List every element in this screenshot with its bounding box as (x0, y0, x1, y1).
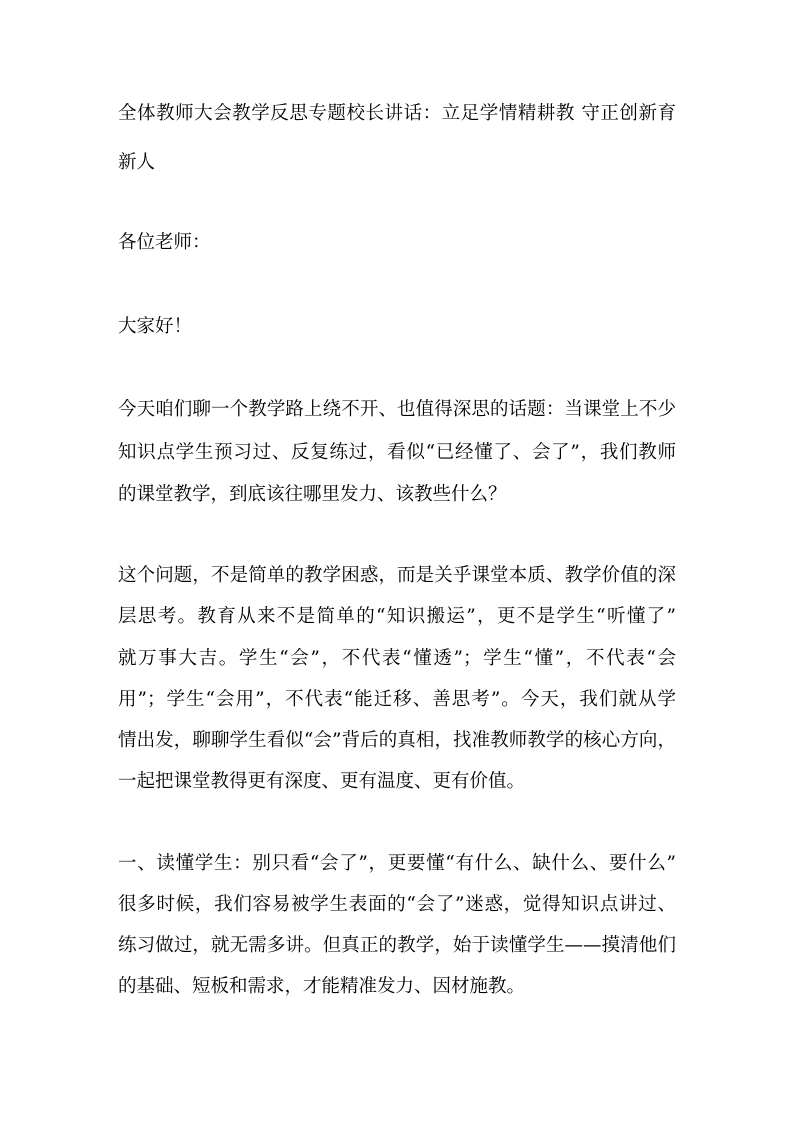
salutation: 各位老师： (118, 232, 211, 253)
section-1-heading: 一、读懂学生：别只看“会了”，更要懂“有什么、缺什么、要什么” (118, 853, 676, 874)
paragraph-3-line-1: 很多时候，我们容易被学生表面的“会了”迷惑，觉得知识点讲过、 (118, 894, 676, 915)
paragraph-1-line-1: 今天咱们聊一个教学路上绕不开、也值得深思的话题：当课堂上不少 (118, 399, 676, 420)
paragraph-2-line-1: 这个问题，不是简单的教学困惑，而是关乎课堂本质、教学价值的深 (118, 565, 676, 586)
document-title-line-1: 全体教师大会教学反思专题校长讲话：立足学情精耕教 守正创新育 (118, 103, 676, 124)
paragraph-2-line-2: 层思考。教育从来不是简单的“知识搬运”，更不是学生“听懂了” (118, 606, 676, 627)
paragraph-2-line-3: 就万事大吉。学生“会”，不代表“懂透”；学生“懂”，不代表“会 (118, 648, 676, 669)
paragraph-2-line-5: 情出发，聊聊学生看似“会”背后的真相，找准教师教学的核心方向， (118, 730, 676, 751)
paragraph-1-line-3: 的课堂教学，到底该往哪里发力、该教些什么？ (118, 484, 507, 505)
paragraph-1-line-2: 知识点学生预习过、反复练过，看似“已经懂了、会了”，我们教师 (118, 442, 676, 463)
paragraph-3-line-2: 练习做过，就无需多讲。但真正的教学，始于读懂学生——摸清他们 (118, 935, 676, 956)
greeting: 大家好！ (118, 316, 193, 337)
paragraph-2-line-4: 用”；学生“会用”，不代表“能迁移、善思考”。今天，我们就从学 (118, 689, 676, 710)
paragraph-3-line-3: 的基础、短板和需求，才能精准发力、因材施教。 (118, 976, 526, 997)
paragraph-2-line-6: 一起把课堂教得更有深度、更有温度、更有价值。 (118, 771, 526, 792)
document-title-line-2: 新人 (118, 152, 156, 173)
